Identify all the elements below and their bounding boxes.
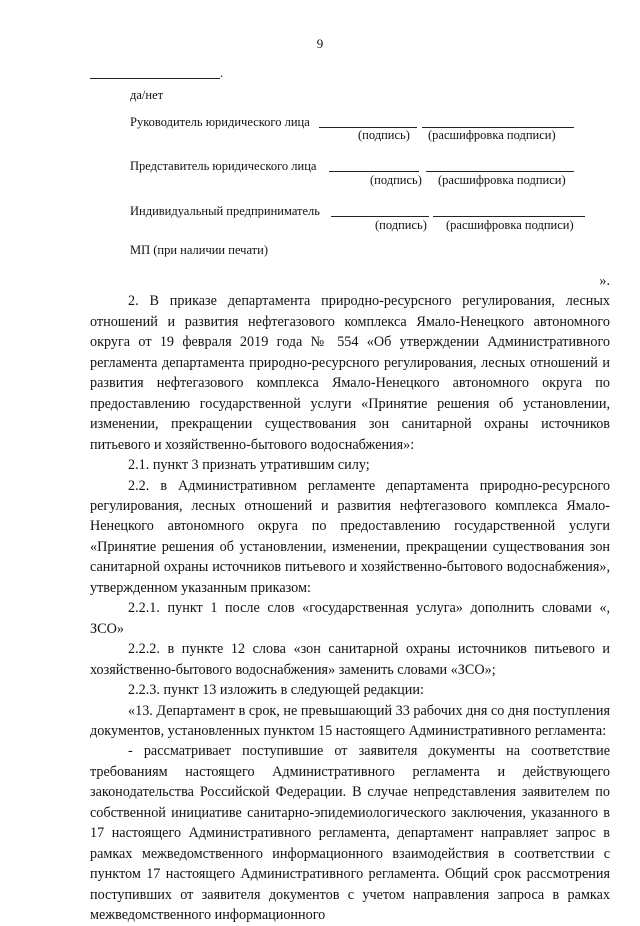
signature-caption: (подпись) [370,173,422,187]
closing-quote: ». [599,273,610,289]
signer-label-entrepreneur: Индивидуальный предприниматель [130,204,320,218]
paragraph-2-2: 2.2. в Административном регламенте департамента природно-ресурсного регулирования, лесных отношений и развития нефтегазового комплекса Ямало-Ненецкого автономного округа по предоставлению государственной услуги «Принятие решения об установлении, изменении, прекращении существования зон санитарной охраны источников питьевого и хозяйственно-бытового водоснабжения», утвержденном указанным приказом: [90,477,610,596]
paragraph-2-2-2: 2.2.2. в пункте 12 слова «зон санитарной охраны источников питьевого и хозяйственно-бытового водоснабжения» заменить словами «ЗСО»; [90,641,610,678]
decode-caption: (расшифровка подписи) [446,218,574,232]
top-line-period: . [220,66,224,80]
signature-caption: (подпись) [375,218,427,232]
paragraph-2: 2. В приказе департамента природно-ресурсного регулирования, лесных отношений и развития нефтегазового комплекса Ямало-Ненецкого автономного округа от 19 февраля 2019 года № 554 «Об утверждении Административного регламента департамента природно-ресурсного регулирования, лесных отношений и развития нефтегазового комплекса Ямало-Ненецкого автономного округа по предоставлению государственной услуги «Принятие решения об установлении, изменении, прекращении существования зон санитарной охраны источников питьевого и хозяйственно-бытового водоснабжения»: [90,293,610,453]
document-body [90,271,610,926]
decode-line [426,171,574,172]
signature-caption: (подпись) [358,128,410,142]
signature-line [329,171,419,172]
page-number: 9 [316,36,324,51]
signer-label-representative: Представитель юридического лица [130,159,317,173]
paragraph-13: «13. Департамент в срок, не превышающий 33 рабочих дня со дня поступления документов, установленных пунктом 15 настоящего Административного регламента: [90,702,610,739]
paragraph-2-2-1: 2.2.1. пункт 1 после слов «государственная услуга» дополнить словами «, ЗСО» [90,600,610,637]
decode-caption: (расшифровка подписи) [438,173,566,187]
paragraph-2-2-3: 2.2.3. пункт 13 изложить в следующей редакции: [128,682,424,699]
decode-caption: (расшифровка подписи) [428,128,556,142]
seal-caption: МП (при наличии печати) [130,243,269,257]
paragraph-13-item: - рассматривает поступившие от заявителя документы на соответствие требованиям настоящего Административного регламента и действующего законодательства Российской Федерации. В случае непредставления заявителем по собственной инициативе санитарно-эпидемиологического заключения, указанного в 17 настоящего Административного регламента, департамент направляет запрос в рамках межведомственного информационного взаимодействия в соответствии с пунктом 17 настоящего Административного регламента. Общий срок рассмотрения поступивших от заявителя документов с учетом направления запроса в рамках межведомственного информационного [90,743,610,924]
top-blank-line [90,78,220,79]
yes-no-caption: да/нет [130,88,164,102]
signer-label-head: Руководитель юридического лица [130,115,310,129]
paragraph-2-1: 2.1. пункт 3 признать утратившим силу; [128,457,370,474]
signature-line [331,216,429,217]
decode-line [433,216,585,217]
